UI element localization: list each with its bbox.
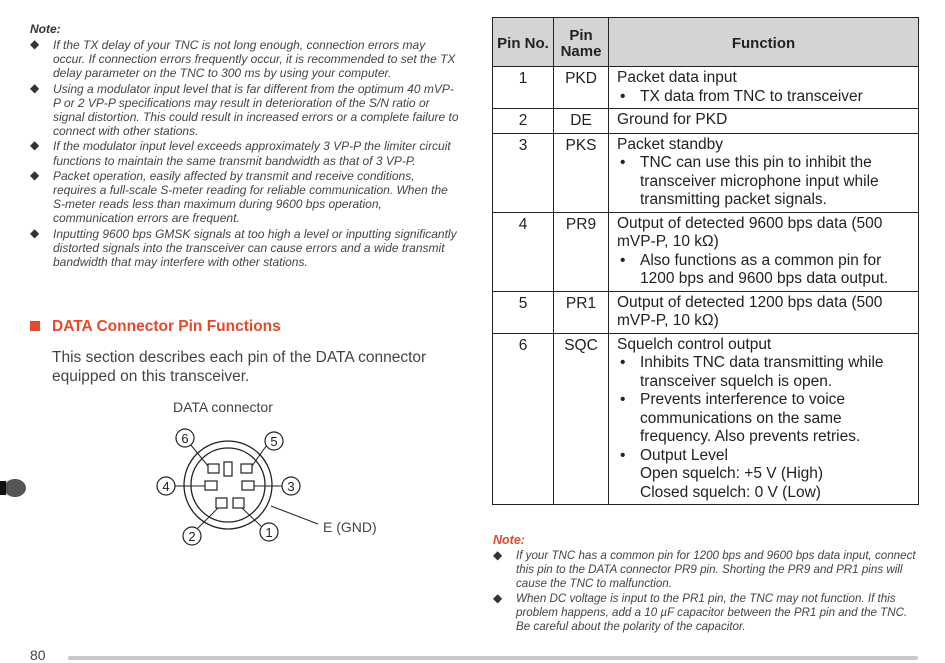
note-item: ◆ Inputting 9600 bps GMSK signals at too high a level or inputting significantly distorted signals into the transceiver can cause errors and a wide transmit bandwidth that may interfere with other stations. [30, 225, 457, 270]
note-item: ◆ If the TX delay of your TNC is not long enough, connection errors may occur. If connection errors frequently occur, it is recommended to set the TX delay parameter on the TNC to 300 ms by using your computer. [30, 37, 456, 81]
table-row [493, 133, 919, 212]
pin-label-6: 6 [181, 431, 189, 446]
note-item: ◆ Using a modulator input level that is far different from the optimum 40 mVP-P or 2 VP-P specifications may result in deterioration of the S/N ratio or signal distortion. This could result in increased errors or a complete failure to connect with other stations. [30, 80, 459, 139]
pin-label-4: 4 [162, 479, 170, 494]
pin-label-1: 1 [265, 525, 273, 540]
note-item: ◆ If the modulator input level exceeds approximately 3 VP-P the limiter circuit functions to maintain the same transmit bandwidth as that of 3 VP-P. [30, 138, 451, 168]
pin-number: 4 [493, 212, 554, 291]
pin-function: Output of detected 9600 bps data (500 mVP-P, 10 kΩ) • Also functions as a common pin for 1200 bps and 9600 bps data output. [609, 212, 919, 291]
table-row [493, 67, 919, 109]
section-heading: DATA Connector Pin Functions [30, 318, 281, 336]
diamond-bullet-icon: ◆ [30, 80, 40, 95]
red-square-icon [30, 321, 40, 331]
data-connector-diagram [150, 422, 320, 552]
header-function: Function [609, 18, 919, 67]
pin-name: PKS [554, 133, 609, 212]
pin-number: 1 [493, 67, 554, 109]
note-title: Note: [493, 533, 525, 547]
chapter-tab-icon [0, 477, 18, 499]
bullet-icon: • [620, 87, 626, 105]
bullet-icon: • [620, 446, 626, 464]
table-row [493, 109, 919, 134]
pin-function: Ground for PKD [609, 109, 919, 134]
pin-number: 2 [493, 109, 554, 134]
bullet-icon: • [620, 251, 626, 269]
diamond-bullet-icon: ◆ [30, 167, 40, 182]
header-pin-no: Pin No. [493, 18, 554, 67]
note-list [30, 38, 460, 269]
header-pin-name: Pin Name [554, 18, 609, 67]
pin-name: DE [554, 109, 609, 134]
bottom-notes [493, 533, 923, 635]
note-item: ◆ Packet operation, easily affected by transmit and receive conditions, requires a full-scale S-meter reading for reliable communication. When the S-meter reads less than maximum during 9600 bps operation, communication errors are frequent. [30, 167, 448, 226]
pin-label-5: 5 [270, 434, 278, 449]
pin-function: Packet standby • TNC can use this pin to inhibit the transceiver microphone input while transmitting packet signals. [609, 133, 919, 212]
section-description: This section describes each pin of the DATA connector equipped on this transceiver. [52, 349, 427, 385]
pin-function: Packet data input • TX data from TNC to transceiver [609, 67, 919, 109]
note-title: Note: [30, 22, 61, 36]
pin-name: PR9 [554, 212, 609, 291]
gnd-label: E (GND) [323, 519, 377, 535]
pin-name: PR1 [554, 291, 609, 333]
table-header-row [493, 18, 919, 67]
pin-label-2: 2 [188, 529, 196, 544]
bullet-icon: • [620, 354, 626, 371]
note-item: ◆ If your TNC has a common pin for 1200 bps and 9600 bps data input, connect this pin to the DATA connector PR9 pin. Shorting the PR9 and PR1 pins will cause the TNC to malfunction. [493, 548, 916, 590]
pin-function: Squelch control output • Inhibits TNC data transmitting while transceiver squelch is open. • Prevents interference to voice communications on the same frequency. Also prevents retries. • Output Level Open squelch: +5 V (High) Closed squelch: 0 V (Low) [609, 333, 919, 505]
diamond-bullet-icon: ◆ [30, 138, 40, 153]
bullet-icon: • [620, 391, 626, 408]
bullet-icon: • [620, 154, 626, 171]
diamond-bullet-icon: ◆ [493, 548, 503, 562]
diamond-bullet-icon: ◆ [30, 225, 40, 240]
pin-label-3: 3 [287, 479, 295, 494]
connector-label: DATA connector [173, 399, 273, 415]
diamond-bullet-icon: ◆ [30, 37, 40, 51]
footer-rule [68, 656, 918, 660]
pin-function-table [492, 17, 919, 505]
pin-function: Output of detected 1200 bps data (500 mVP-P, 10 kΩ) [609, 291, 919, 333]
table-row [493, 333, 919, 505]
pin-name: PKD [554, 67, 609, 109]
pin-number: 5 [493, 291, 554, 333]
pin-name: SQC [554, 333, 609, 505]
diamond-bullet-icon: ◆ [493, 591, 503, 605]
table-row [493, 212, 919, 291]
page-number: 80 [30, 647, 46, 663]
pin-number: 6 [493, 333, 554, 505]
pin-number: 3 [493, 133, 554, 212]
note-item: ◆ When DC voltage is input to the PR1 pin, the TNC may not function. If this problem happens, add a 10 µF capacitor between the PR1 pin and the TNC. Be careful about the polarity of the capacitor. [493, 591, 908, 633]
note-list [493, 549, 923, 634]
left-notes [30, 22, 460, 270]
table-row [493, 291, 919, 333]
